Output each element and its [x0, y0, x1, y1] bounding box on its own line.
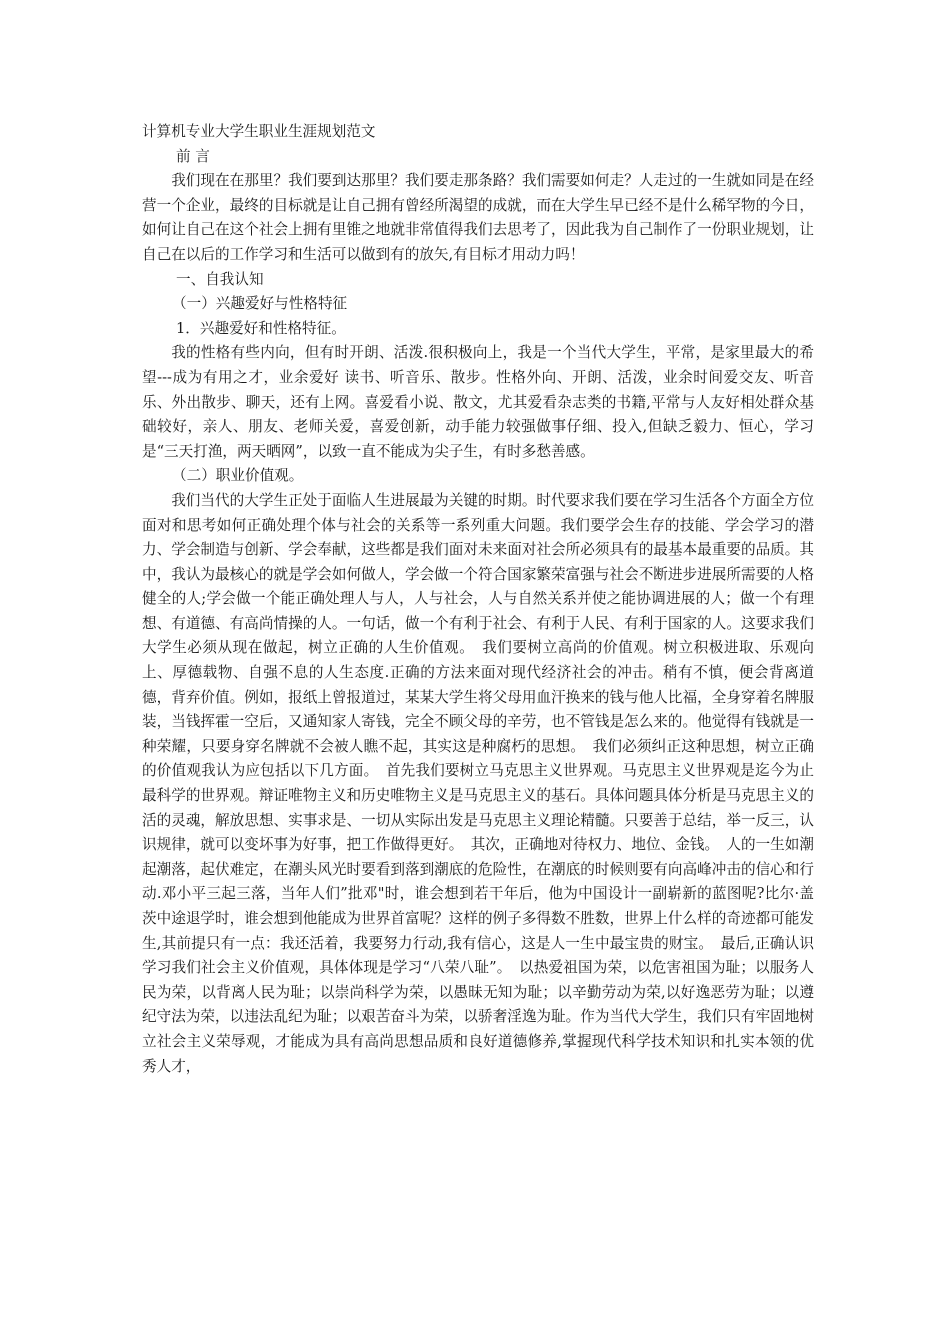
- preface-heading: 前 言: [176, 147, 210, 165]
- document-title: 计算机专业大学生职业生涯规划范文: [142, 123, 376, 140]
- interests-paragraph: 我的性格有些内向，但有时开朗、活泼.很积极向上，我是一个当代大学生，平常，是家里最大的希望---成为有用之才，业余爱好 读书、听音乐、散步。性格外向、开朗、活泼，业余时间爱交友、听音乐、外出散步、聊天，还有上网。喜爱看小说、散文，尤其爱看杂志类的书籍,平常与人友好相处群众基础较好，亲人、朋友、老师关爱，喜爱创新，动手能力较强做事仔细、投入,但缺乏毅力、恒心，学习是“三天打渔，两天晒网”，以致一直不能成为尖子生，有时多愁善感。: [142, 344, 814, 460]
- item-heading-interests: 1．兴趣爱好和性格特征。: [176, 319, 346, 337]
- subsection-heading-interests: （一）兴趣爱好与性格特征: [172, 295, 348, 313]
- preface-paragraph: 我们现在在那里？我们要到达那里？我们要走那条路？我们需要如何走？人走过的一生就如同是在经营一个企业，最终的目标就是让自己拥有曾经所渴望的成就，而在大学生早已经不是什么稀罕物的今日，如何让自己在这个社会上拥有里锥之地就非常值得我们去思考了，因此我为自己制作了一份职业规划，让自己在以后的工作学习和生活可以做到有的放矢,有目标才用动力吗！: [142, 172, 814, 263]
- section-heading-self-awareness: 一、自我认知: [176, 270, 264, 288]
- values-paragraph: 我们当代的大学生正处于面临人生进展最为关键的时期。时代要求我们要在学习生活各个方面全方位面对和思考如何正确处理个体与社会的关系等一系列重大问题。我们要学会生存的技能、学会学习的潜力、学会制造与创新、学会奉献，这些都是我们面对未来面对社会所必须具有的最基本最重要的品质。其中，我认为最核心的就是学会如何做人，学会做一个符合国家繁荣富强与社会不断进步进展所需要的人格健全的人;学会做一个能正确处理人与人，人与社会，人与自然关系并使之能协调进展的人；做一个有理想、有道德、有高尚情操的人。一句话，做一个有利于社会、有利于人民、有利于国家的人。这要求我们大学生必须从现在做起，树立正确的人生价值观。 我们要树立高尚的价值观。树立积极进取、乐观向上、厚德载物、自强不息的人生态度.正确的方法来面对现代经济社会的冲击。稍有不慎，便会背离道德，背弃价值。例如，报纸上曾报道过，某某大学生将父母用血汗换来的钱与他人比福，全身穿着名牌服装，当钱挥霍一空后，又通知家人寄钱，完全不顾父母的辛劳，也不管钱是怎么来的。他觉得有钱就是一种荣耀，只要身穿名牌就不会被人瞧不起，其实这是种腐朽的思想。 我们必须纠正这种思想，树立正确的价值观我认为应包括以下几方面。 首先我们要树立马克思主义世界观。马克思主义世界观是迄今为止最科学的世界观。辩证唯物主义和历史唯物主义是马克思主义的基石。具体问题具体分析是马克思主义的活的灵魂，解放思想、实事求是、一切从实际出发是马克思主义理论精髓。只要善于总结，举一反三，认识规律，就可以变坏事为好事，把工作做得更好。 其次，正确地对待权力、地位、金钱。 人的一生如潮起潮落，起伏难定，在潮头风光时要看到落到潮底的危险性，在潮底的时候则要有向高峰冲击的信心和行动.邓小平三起三落，当年人们”批邓"时，谁会想到若干年后，他为中国设计一副崭新的蓝图呢?比尔·盖茨中途退学时，谁会想到他能成为世界首富呢？这样的例子多得数不胜数，世界上什么样的奇迹都可能发生,其前提只有一点：我还活着，我要努力行动,我有信心，这是人一生中最宝贵的财宝。 最后,正确认识学习我们社会主义价值观，具体体现是学习“八荣八耻”。 以热爱祖国为荣，以危害祖国为耻；以服务人民为荣，以背离人民为耻；以崇尚科学为荣，以愚昧无知为耻；以辛勤劳动为荣,以好逸恶劳为耻；以遵纪守法为荣，以违法乱纪为耻；以艰苦奋斗为荣，以骄奢淫逸为耻。作为当代大学生，我们只有牢固地树立社会主义荣辱观，才能成为具有高尚思想品质和良好道德修养,掌握现代科学技术知识和扎实本领的优秀人才，: [142, 491, 814, 1075]
- subsection-heading-values: （二）职业价值观。: [172, 467, 304, 485]
- document-page: [142, 120, 814, 1079]
